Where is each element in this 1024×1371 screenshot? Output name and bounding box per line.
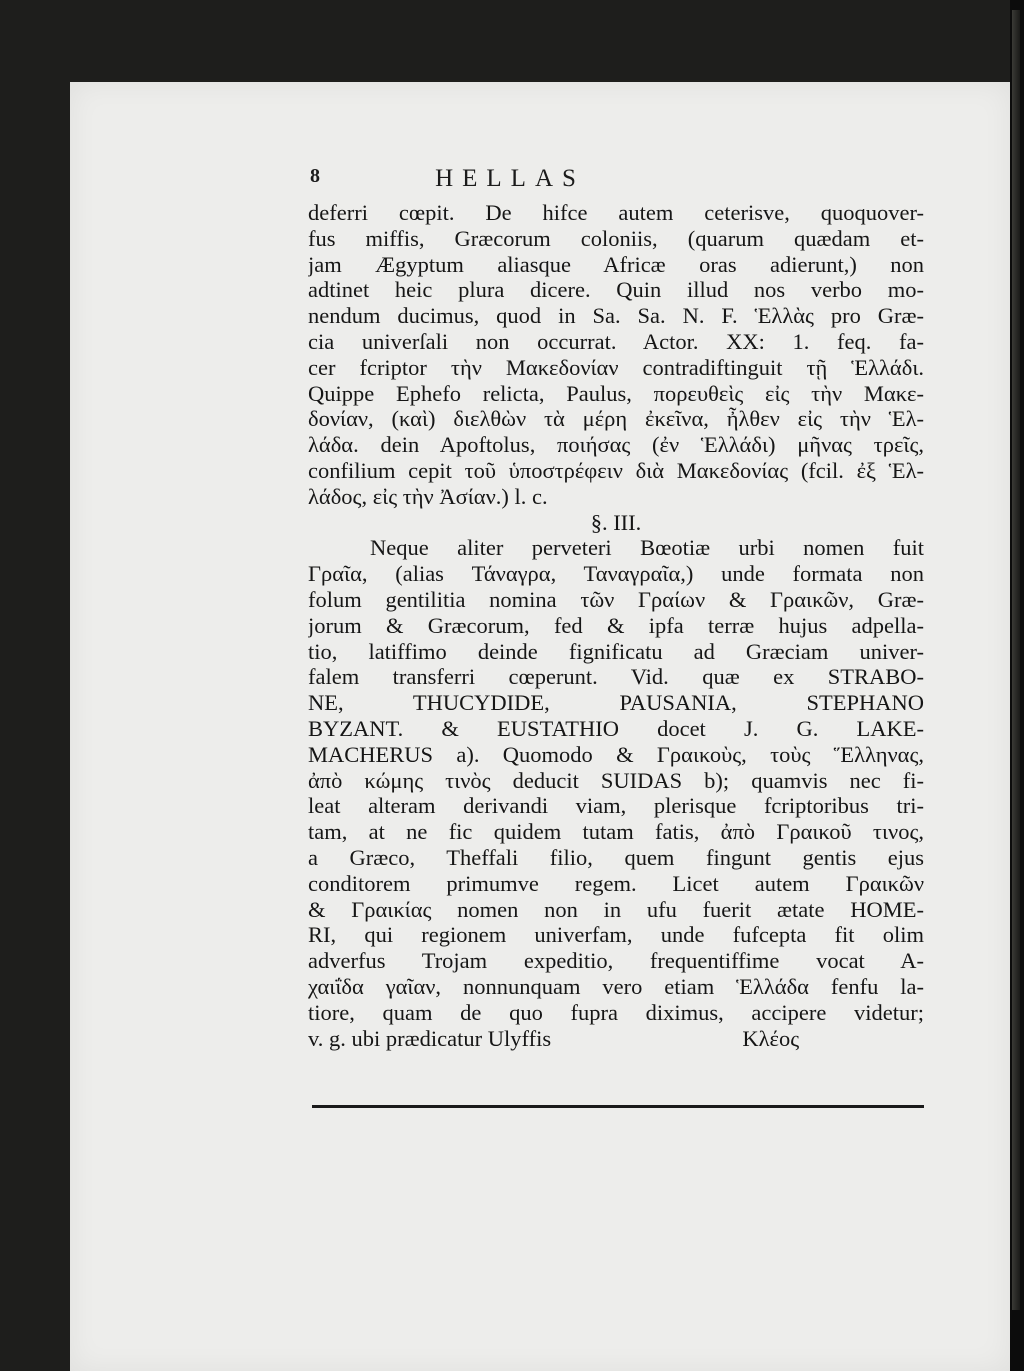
text-line: cer fcriptor τὴν Μακεδονίαν contradiftinguit τῇ Ἑλλάδι. xyxy=(308,354,924,380)
section-heading: §. III. xyxy=(590,509,642,535)
text-line: tam, at ne fic quidem tutam fatis, ἀπὸ Γραικοῦ τινος, xyxy=(308,819,924,845)
text-line: v. g. ubi prædicatur Ulyffis Κλέος xyxy=(308,1025,800,1051)
text-line: nendum ducimus, quod in Sa. Sa. N. F. Ἑλλὰς pro Græ- xyxy=(308,303,924,329)
text-line: falem transferri cœperunt. Vid. quæ ex STRABO- xyxy=(308,664,924,690)
text-line: BYZANT. & EUSTATHIO docet J. G. LAKE- xyxy=(308,715,924,741)
text-line: Γραῖα, (alias Τάναγρα, Ταναγραῖα,) unde formata non xyxy=(308,561,924,587)
text-line: adtinet heic plura dicere. Quin illud nos verbo mo- xyxy=(308,277,924,303)
text-line: leat alteram derivandi viam, plerisque fcriptoribus tri- xyxy=(308,793,924,819)
text-line: cia univerſali non occurrat. Actor. XX: 1. feq. fa- xyxy=(308,328,924,354)
text-line: deferri cœpit. De hifce autem ceterisve, quoquover- xyxy=(308,200,924,225)
text-line: folum gentilitia nomina τῶν Γραίων & Γραικῶν, Græ- xyxy=(308,586,924,612)
text-line: Quippe Ephefo relicta, Paulus, πορευθεὶς εἰς τὴν Μακε- xyxy=(308,380,924,406)
text-line: a Græco, Theffali filio, quem fingunt gentis ejus xyxy=(308,844,924,870)
text-line: δονίαν, (καὶ) διελθὼν τὰ μέρη ἐκεῖνα, ἦλθεν εἰς τὴν Ἑλ- xyxy=(308,406,924,432)
page-header xyxy=(310,165,710,195)
text-line: tiore, quam de quo fupra diximus, accipere videtur; xyxy=(308,999,924,1025)
text-line: tio, latiffimo deinde fignificatu ad Græciam univer- xyxy=(308,638,924,664)
text-line: RI, qui regionem univerfam, unde fufcepta fit olim xyxy=(308,922,924,948)
footnote-rule xyxy=(312,1105,924,1108)
body-text xyxy=(308,200,924,1051)
text-line: ἀπὸ κώμης τινὸς deducit SUIDAS b); quamvis nec fi- xyxy=(308,767,924,793)
text-line: λάδος, εἰς τὴν Ἀσίαν.) l. c. xyxy=(308,483,548,509)
text-line: confilium cepit τοῦ ὑποστρέφειν διὰ Μακεδονίας (fcil. ἐξ Ἑλ- xyxy=(308,457,924,483)
page-number: 8 xyxy=(310,165,320,187)
text-line: adverfus Trojam expeditio, frequentiffime vocat A- xyxy=(308,948,924,974)
text-line: jam Ægyptum aliasque Africæ oras adierunt,) non xyxy=(308,251,924,277)
text-line: NE, THUCYDIDE, PAUSANIA, STEPHANO xyxy=(308,690,924,716)
text-line: χαιΐδα γαῖαν, nonnunquam vero etiam Ἑλλάδα fenfu la- xyxy=(308,973,924,999)
text-line: jorum & Græcorum, fed & ipfa terræ hujus adpella- xyxy=(308,612,924,638)
book-edge xyxy=(1010,0,1024,1371)
text-line: Neque aliter perveteri Bœotiæ urbi nomen fuit xyxy=(370,535,924,561)
text-line: MACHERUS a). Quomodo & Γραικοὺς, τοὺς Ἕλληνας, xyxy=(308,741,924,767)
running-title: HELLAS xyxy=(435,165,585,192)
text-line: λάδα. dein Apoftolus, ποιήσας (ἐν Ἑλλάδι) μῆνας τρεῖς, xyxy=(308,432,924,458)
book-spine xyxy=(1012,10,1020,1310)
text-line: & Γραικίας nomen non in ufu fuerit ætate HOME- xyxy=(308,896,924,922)
text-line: conditorem primumve regem. Licet autem Γραικῶν xyxy=(308,870,924,896)
text-line: fus miffis, Græcorum coloniis, (quarum quædam et- xyxy=(308,225,924,251)
